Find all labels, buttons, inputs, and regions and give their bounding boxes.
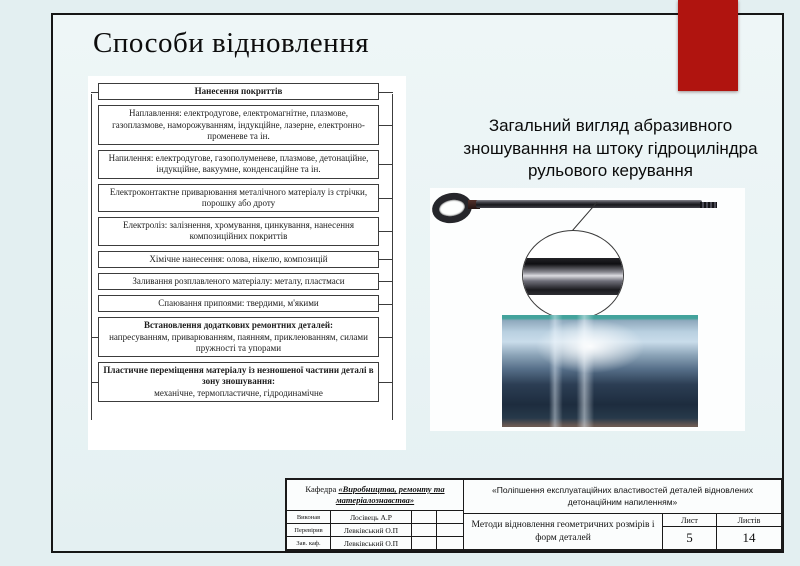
flow-box-plastic-displacement: Пластичне переміщення матеріалу із незношеної частини деталі в зону зношування: механічне, термопластичне, гідродинамічне <box>98 362 379 402</box>
flowchart-rows <box>98 83 379 402</box>
empty-cell <box>437 537 463 549</box>
magnified-wear-area <box>522 230 624 320</box>
project-title-cell: «Поліпшення експлуатаційних властивостей деталей відновлених детонаційним напиленням» <box>464 480 781 513</box>
flow-box-molten-material-pouring: Заливання розплавленого матеріалу: металу, пластмаси <box>98 273 379 290</box>
empty-cell <box>412 537 436 549</box>
slide-title: Способи відновлення <box>93 27 370 59</box>
flow-box-electrolysis: Електроліз: залізнення, хромування, цинкування, нанесення композиційних покриттів <box>98 217 379 246</box>
role-label: Зав. каф. <box>287 537 330 549</box>
flow-box-additional-repair-parts: Встановлення додаткових ремонтних деталей: напресуванням, приварюванням, паянням, приклеюванням, силами пружності та упорами <box>98 317 379 357</box>
flow-box-soldering: Спаювання припоями: твердими, м'якими <box>98 295 379 312</box>
flow-box-chemical-deposition: Хімічне нанесення: олова, нікелю, композицій <box>98 251 379 268</box>
restoration-methods-flowchart <box>88 76 406 450</box>
sheets-total: 14 <box>717 527 781 549</box>
footer-stamp-table <box>285 478 783 551</box>
role-label: Виконав <box>287 511 330 523</box>
empty-cell <box>412 511 436 523</box>
flow-box-coatings-header: Нанесення покриттів <box>98 83 379 100</box>
signature-rows <box>287 511 463 549</box>
flow-box-electrocontact-welding: Електроконтактне приварювання металічного матеріалу із стрічки, порошку або дроту <box>98 184 379 213</box>
role-label: Перевірив <box>287 524 330 536</box>
empty-cell <box>412 524 436 536</box>
rod-threaded-tip <box>700 202 717 208</box>
department-cell <box>287 480 463 510</box>
flow-box-spraying: Напилення: електродугове, газополуменеве, плазмове, детонаційне, індукційне, вакуумне, конденсаційне та ін. <box>98 150 379 179</box>
sheet-label: Лист <box>663 514 716 526</box>
footer-right-body <box>464 514 781 549</box>
flowchart-left-spine-line <box>91 94 92 420</box>
department-prefix: Кафедра <box>305 483 337 494</box>
sheets-label: Листів <box>717 514 781 526</box>
department-name: «Виробництва, ремонту та матеріалознавства» <box>335 483 445 505</box>
sheets-total-column <box>717 514 781 549</box>
person-name: Левківський О.П <box>331 524 411 536</box>
figure-caption: Загальний вигляд абразивного зношуванння на штоку гідроциліндра рульового керування <box>463 116 758 181</box>
wear-closeup-photo <box>502 315 698 427</box>
empty-cell <box>437 511 463 523</box>
sheet-number: 5 <box>663 527 716 549</box>
flowchart-right-spine-line <box>392 94 393 420</box>
flow-box-surfacing: Наплавлення: електродугове, електромагнітне, плазмове, газоплазмове, наморожуванням, індукційне, лазерне, електронно-променеве та ін. <box>98 105 379 145</box>
person-name: Левківський О.П <box>331 537 411 549</box>
sheet-column <box>663 514 716 549</box>
wear-figure-panel <box>430 188 745 431</box>
hydraulic-cylinder-rod-photo <box>476 200 702 208</box>
footer-right-section <box>464 480 781 549</box>
footer-left-section <box>287 480 463 549</box>
empty-cell <box>437 524 463 536</box>
magnified-rod-surface <box>522 258 624 295</box>
red-accent-bar <box>678 0 738 91</box>
person-name: Лосівець А.Р <box>331 511 411 523</box>
document-title-cell: Методи відновлення геометричних розмірів і форм деталей <box>464 514 662 549</box>
